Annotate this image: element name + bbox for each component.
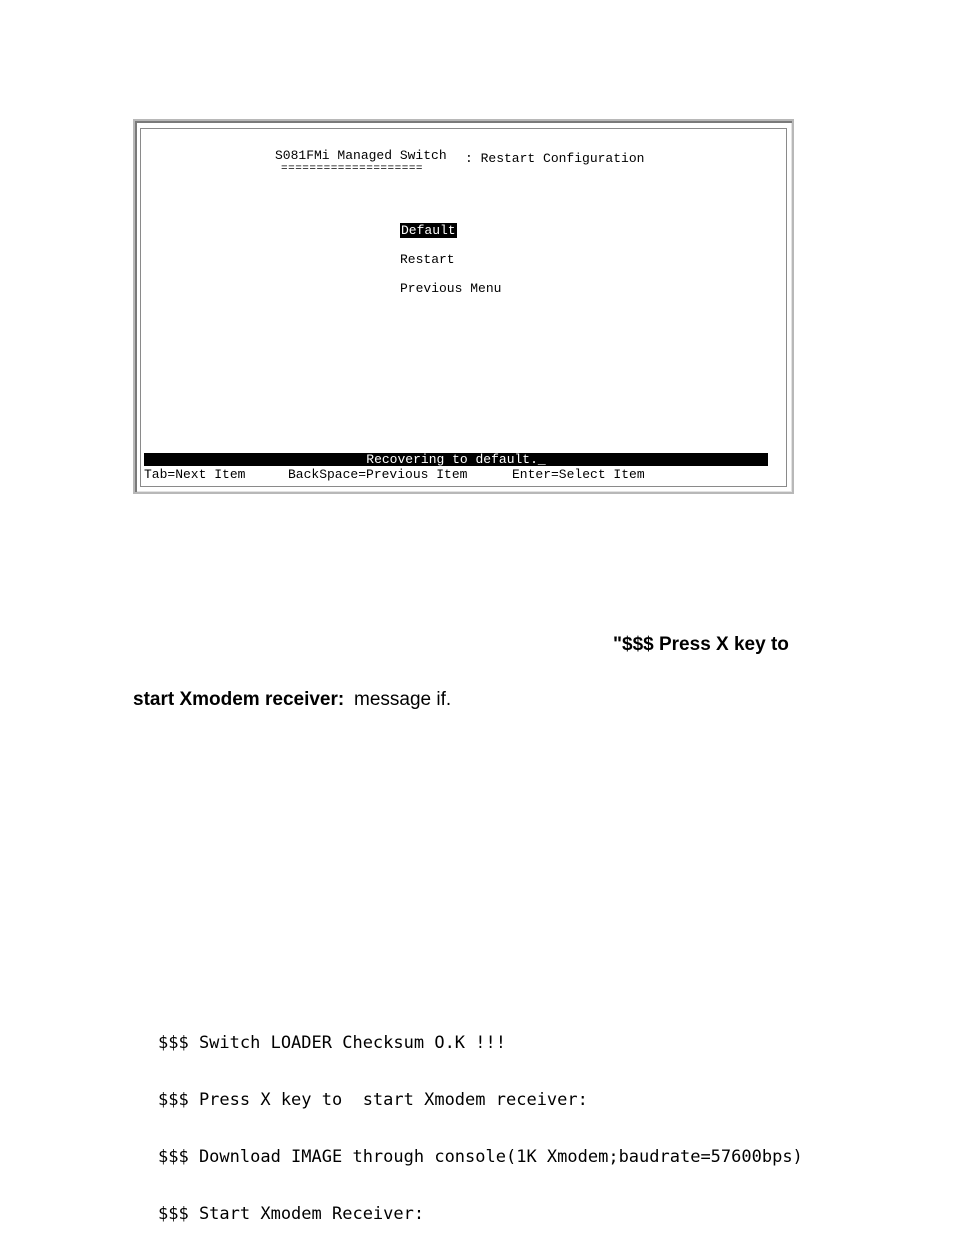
switch-name: S081FMi Managed Switch bbox=[275, 148, 447, 163]
log-line: $$$ Switch LOADER Checksum O.K !!! bbox=[158, 1033, 506, 1053]
body-fragment-xmodem: start Xmodem receiver: bbox=[133, 689, 345, 710]
section-title: : Restart Configuration bbox=[465, 151, 645, 166]
status-bar: Recovering to default._ bbox=[144, 453, 768, 466]
hint-backspace: BackSpace=Previous Item bbox=[288, 467, 468, 482]
console-screen bbox=[140, 128, 787, 487]
body-fragment-press-x: "$$$ Press X key to bbox=[613, 634, 789, 655]
menu-item-default[interactable]: Default bbox=[401, 223, 456, 238]
body-fragment-message: message if. bbox=[354, 689, 452, 710]
menu-item-restart[interactable]: Restart bbox=[400, 252, 455, 267]
console-screenshot bbox=[133, 119, 794, 494]
hint-tab: Tab=Next Item bbox=[144, 467, 246, 482]
loader-log bbox=[158, 996, 803, 1243]
hint-enter: Enter=Select Item bbox=[512, 467, 645, 482]
menu-item-previous-menu[interactable]: Previous Menu bbox=[400, 281, 502, 296]
title-underline: ==================== bbox=[281, 163, 424, 175]
log-line: $$$ Download IMAGE through console(1K Xmodem;baudrate=57600bps) bbox=[158, 1147, 803, 1167]
log-line: $$$ Start Xmodem Receiver: bbox=[158, 1204, 425, 1224]
log-line: $$$ Press X key to start Xmodem receiver: bbox=[158, 1090, 588, 1110]
